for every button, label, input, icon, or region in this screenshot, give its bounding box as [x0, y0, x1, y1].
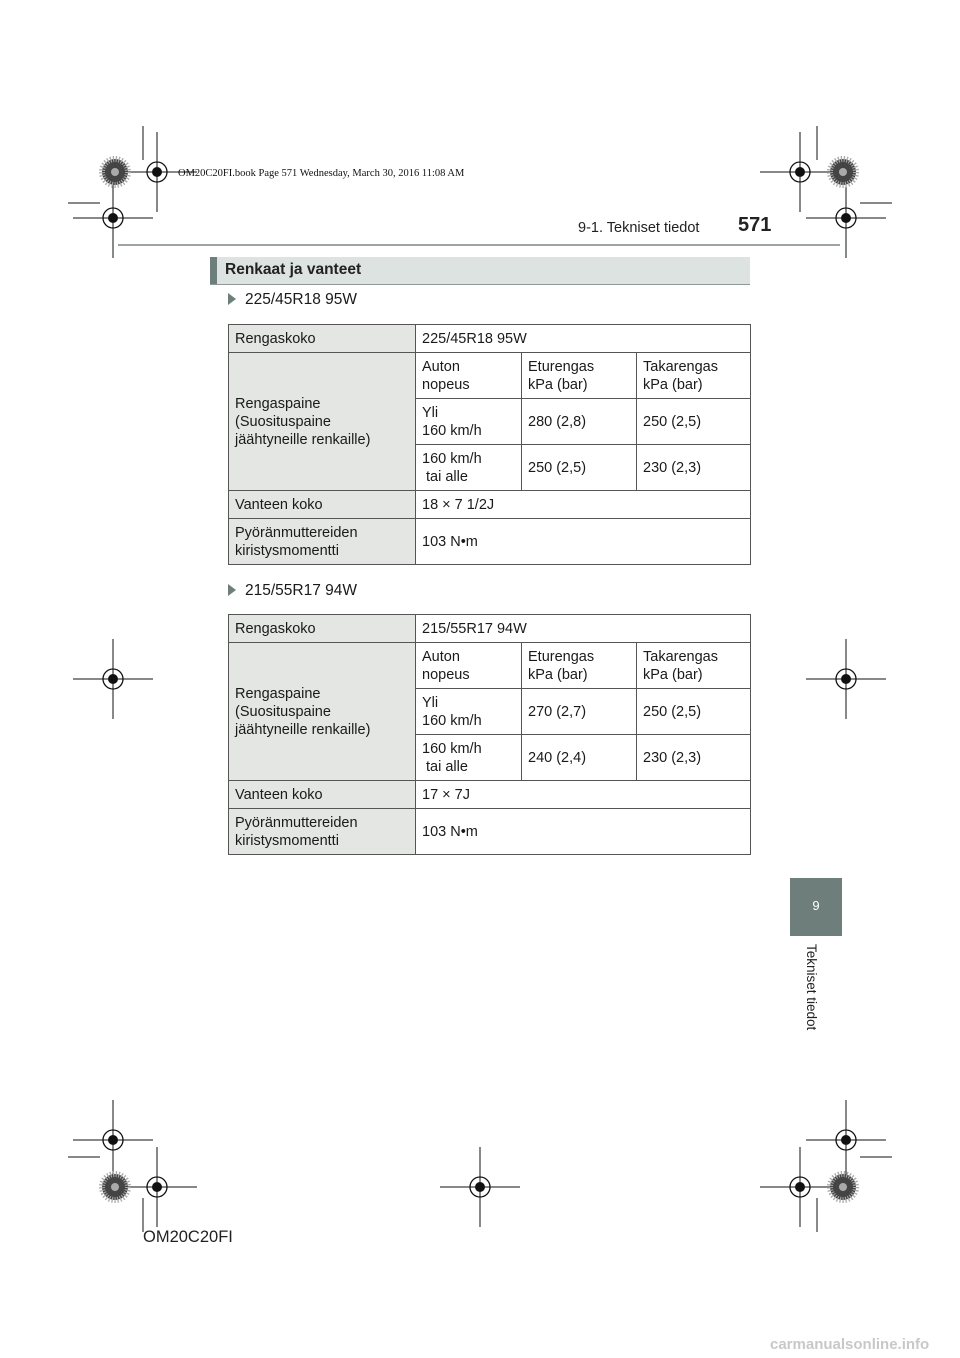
registration-mark-lower-right	[806, 1100, 886, 1180]
registration-mark-upper-left	[73, 178, 153, 258]
spoke-mark-top-left	[102, 159, 128, 185]
table-row	[229, 809, 751, 855]
registration-mark-mid-left	[73, 639, 153, 719]
column-header-rear: Takarengas kPa (bar)	[637, 353, 751, 399]
pressure-label: Rengaspaine (Suosituspaine jäähtyneille renkaille)	[229, 353, 416, 491]
registration-mark-mid-right	[806, 639, 886, 719]
rear-pressure-cell: 250 (2,5)	[637, 399, 751, 445]
torque-value: 103 N•m	[416, 519, 751, 565]
torque-value: 103 N•m	[416, 809, 751, 855]
header-section-title: 9-1. Tekniset tiedot	[578, 220, 700, 236]
front-pressure-cell: 240 (2,4)	[522, 735, 637, 781]
spoke-mark-bottom-left	[102, 1174, 128, 1200]
spec-heading-1	[228, 291, 357, 309]
spec-heading-label: 225/45R18 95W	[245, 291, 358, 308]
pressure-label: Rengaspaine (Suosituspaine jäähtyneille renkaille)	[229, 643, 416, 781]
table-row	[229, 519, 751, 565]
front-pressure-cell: 270 (2,7)	[522, 689, 637, 735]
spec-table-1	[228, 324, 751, 565]
table-row	[229, 781, 751, 809]
tire-size-label: Rengaskoko	[229, 615, 416, 643]
wheel-size-value: 17 × 7J	[416, 781, 751, 809]
footer-code: OM20C20FI	[143, 1228, 233, 1246]
spec-heading-label: 215/55R17 94W	[245, 582, 358, 599]
wheel-size-label: Vanteen koko	[229, 781, 416, 809]
tire-size-value: 215/55R17 94W	[416, 615, 751, 643]
front-pressure-cell: 250 (2,5)	[522, 445, 637, 491]
chapter-tab-label: Tekniset tiedot	[804, 944, 819, 1031]
section-title: Renkaat ja vanteet	[225, 261, 362, 278]
rear-pressure-cell: 230 (2,3)	[637, 735, 751, 781]
header-rule	[118, 244, 840, 246]
speed-cell: 160 km/h tai alle	[416, 735, 522, 781]
section-heading-box	[210, 257, 750, 285]
speed-cell: Yli 160 km/h	[416, 399, 522, 445]
column-header-speed: Auton nopeus	[416, 643, 522, 689]
speed-cell: 160 km/h tai alle	[416, 445, 522, 491]
table-row	[229, 643, 751, 689]
column-header-speed: Auton nopeus	[416, 353, 522, 399]
registration-mark-upper-right	[806, 178, 886, 258]
chapter-tab[interactable]	[790, 878, 842, 936]
chapter-number: 9	[812, 898, 820, 913]
table-row	[229, 325, 751, 353]
watermark: carmanualsonline.info	[770, 1336, 930, 1353]
wheel-size-value: 18 × 7 1/2J	[416, 491, 751, 519]
registration-mark-bottom-center	[440, 1147, 520, 1227]
table-row	[229, 353, 751, 399]
spoke-mark-top-right	[830, 159, 856, 185]
table-row	[229, 491, 751, 519]
torque-label: Pyöränmuttereiden kiristysmomentti	[229, 809, 416, 855]
spec-heading-2	[228, 582, 357, 600]
spec-table-2	[228, 614, 751, 855]
triangle-bullet-icon	[228, 293, 236, 305]
rear-pressure-cell: 250 (2,5)	[637, 689, 751, 735]
spoke-mark-bottom-right	[830, 1174, 856, 1200]
print-info: OM20C20FI.book Page 571 Wednesday, March 30, 2016 11:08 AM	[178, 168, 465, 179]
speed-cell: Yli 160 km/h	[416, 689, 522, 735]
registration-mark-bottom-right	[760, 1147, 840, 1227]
section-heading-bar	[210, 257, 217, 284]
column-header-front: Eturengas kPa (bar)	[522, 353, 637, 399]
front-pressure-cell: 280 (2,8)	[522, 399, 637, 445]
tire-size-label: Rengaskoko	[229, 325, 416, 353]
table-row	[229, 615, 751, 643]
wheel-size-label: Vanteen koko	[229, 491, 416, 519]
page-number: 571	[738, 214, 772, 236]
tire-size-value: 225/45R18 95W	[416, 325, 751, 353]
rear-pressure-cell: 230 (2,3)	[637, 445, 751, 491]
registration-mark-top-right	[760, 132, 840, 212]
triangle-bullet-icon	[228, 584, 236, 596]
torque-label: Pyöränmuttereiden kiristysmomentti	[229, 519, 416, 565]
column-header-rear: Takarengas kPa (bar)	[637, 643, 751, 689]
column-header-front: Eturengas kPa (bar)	[522, 643, 637, 689]
registration-mark-lower-left	[73, 1100, 153, 1180]
